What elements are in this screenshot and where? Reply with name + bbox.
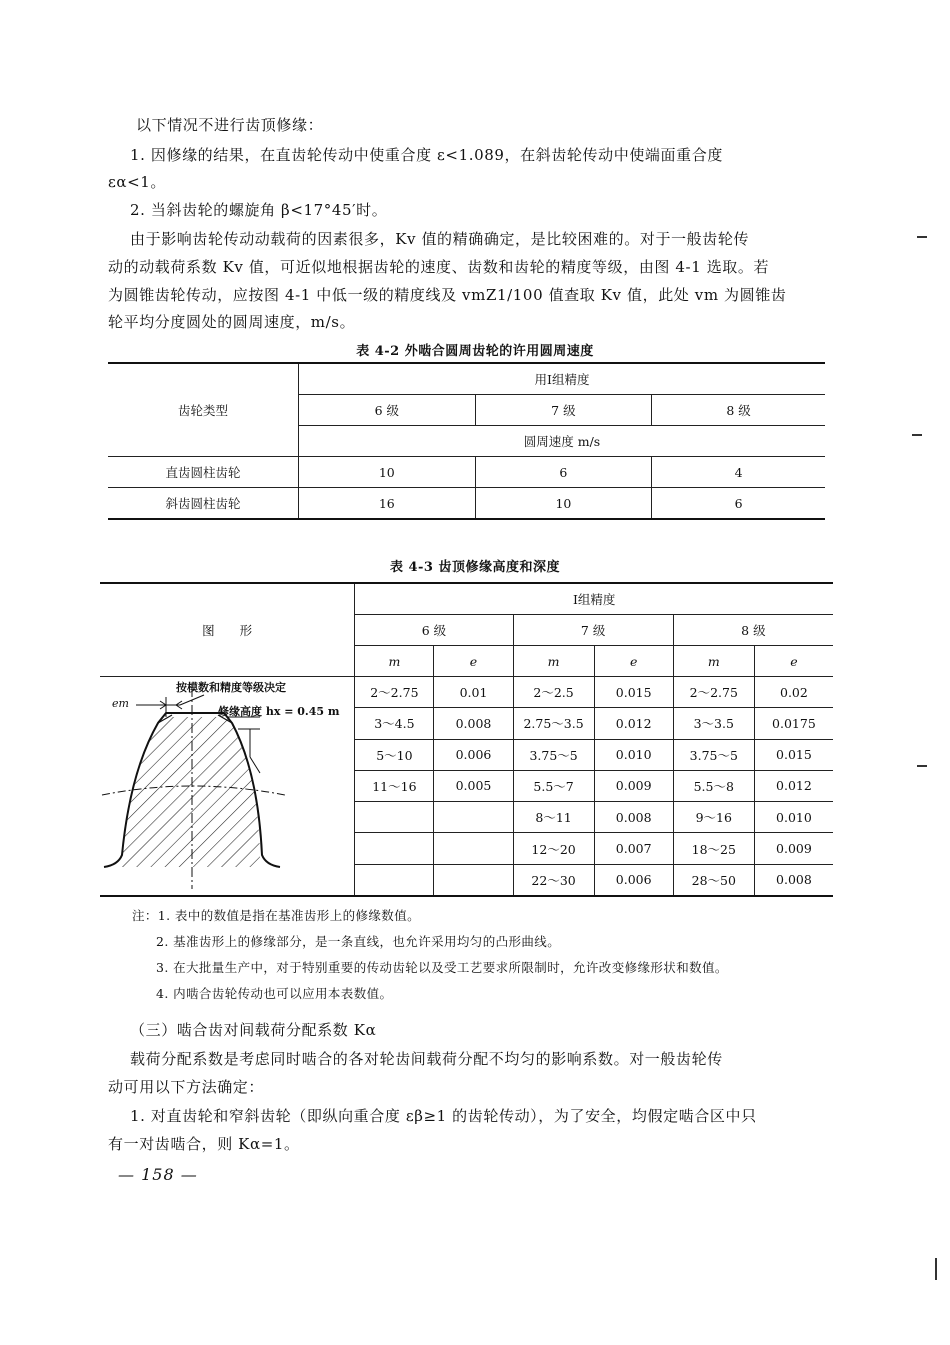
- table-cell: 0.006: [434, 739, 513, 770]
- table-cell: 8～11: [513, 802, 594, 833]
- table-cell: 0.01: [434, 677, 513, 708]
- scan-mark: [912, 434, 922, 436]
- para-item2: 2. 当斜齿轮的螺旋角 β<17°45′时。: [130, 201, 388, 219]
- table-cell: 0.007: [594, 833, 673, 864]
- section-para2-line2: 有一对齿啮合，则 Kα=1。: [108, 1135, 300, 1153]
- table-cell: [355, 864, 434, 896]
- table-cell: 2.75～3.5: [513, 708, 594, 739]
- note-3: 3. 在大批量生产中，对于特别重要的传动齿轮以及受工艺要求所限制时，允许改变修缘形状和数值。: [156, 960, 728, 975]
- table-cell: 0.010: [754, 802, 833, 833]
- leader-line-2: [250, 757, 260, 773]
- table-cell: 5.5～8: [673, 770, 754, 801]
- table-cell: 0.009: [594, 770, 673, 801]
- table-cell: 11～16: [355, 770, 434, 801]
- table-cell: 3.75～5: [513, 739, 594, 770]
- table-cell: 5.5～7: [513, 770, 594, 801]
- table-cell: 10: [299, 457, 476, 488]
- figure-label-em: em: [112, 697, 129, 710]
- table-4-2: [108, 362, 825, 520]
- col-e-7: e: [594, 646, 673, 677]
- figure-label-module: 按模数和精度等级决定: [176, 681, 286, 694]
- table-4-2-header-grade6: 6 级: [299, 395, 476, 426]
- note-4: 4. 内啮合齿轮传动也可以应用本表数值。: [156, 986, 393, 1001]
- table-row: [108, 488, 825, 520]
- para-item1-line1: 1. 因修缘的结果，在直齿轮传动中使重合度 ε<1.089，在斜齿轮传动中使端面重合度: [130, 146, 723, 164]
- figure-label-hx: 修缘高度 hx = 0.45 m: [218, 705, 340, 718]
- table-cell: 2～2.5: [513, 677, 594, 708]
- para-kv-line2: 动的动载荷系数 Kv 值，可近似地根据齿轮的速度、齿数和齿轮的精度等级，由图 4-1 选取。若: [108, 258, 770, 276]
- note-2: 2. 基准齿形上的修缘部分，是一条直线，也允许采用均匀的凸形曲线。: [156, 934, 561, 949]
- col-e-6: e: [434, 646, 513, 677]
- scan-mark: [917, 236, 927, 238]
- table-cell: 16: [299, 488, 476, 520]
- para-kv-line3: 为圆锥齿轮传动，应按图 4-1 中低一级的精度线及 vmZ1/100 值查取 Kv 值，此处 vm 为圆锥齿: [108, 286, 787, 304]
- table-4-3: [100, 582, 833, 897]
- table-cell: 0.010: [594, 739, 673, 770]
- table-cell: 28～50: [673, 864, 754, 896]
- table-cell: 3～3.5: [673, 708, 754, 739]
- table-4-3-header-grade7: 7 级: [513, 615, 673, 646]
- table-cell: 6: [652, 488, 825, 520]
- page-number: — 158 —: [118, 1165, 198, 1184]
- table-cell: 0.008: [754, 864, 833, 896]
- table-cell: 0.009: [754, 833, 833, 864]
- section-para2-line1: 1. 对直齿轮和窄斜齿轮（即纵向重合度 εβ≥1 的齿轮传动），为了安全，均假定啮合区中只: [130, 1107, 757, 1125]
- table-cell: 2～2.75: [355, 677, 434, 708]
- table-row: [108, 457, 825, 488]
- table-cell: 2～2.75: [673, 677, 754, 708]
- table-cell: 0.02: [754, 677, 833, 708]
- table-cell: 0.012: [594, 708, 673, 739]
- table-cell: 直齿圆柱齿轮: [108, 457, 299, 488]
- table-cell: [355, 833, 434, 864]
- para-kv-line4: 轮平均分度圆处的圆周速度，m/s。: [108, 313, 356, 331]
- table-cell: 10: [475, 488, 652, 520]
- scan-mark: [917, 765, 927, 767]
- table-cell: 4: [652, 457, 825, 488]
- table-4-3-header-figure: 图 形: [100, 583, 355, 677]
- table-cell: 0.015: [754, 739, 833, 770]
- para-kv-line1: 由于影响齿轮传动动载荷的因素很多，Kv 值的精确确定，是比较困难的。对于一般齿轮传: [130, 230, 750, 248]
- table-cell: 0.008: [594, 802, 673, 833]
- para-intro: 以下情况不进行齿顶修缘：: [136, 116, 324, 134]
- table-4-2-header-grade8: 8 级: [652, 395, 825, 426]
- table-cell: 5～10: [355, 739, 434, 770]
- col-m-6: m: [355, 646, 434, 677]
- table-row: [100, 677, 833, 708]
- table-cell: [434, 833, 513, 864]
- section-para1-line2: 动可用以下方法确定：: [108, 1078, 265, 1096]
- table-4-2-header-speed: 圆周速度 m/s: [299, 426, 826, 457]
- table-cell: 斜齿圆柱齿轮: [108, 488, 299, 520]
- table-cell: 0.008: [434, 708, 513, 739]
- scan-mark: [935, 1258, 937, 1280]
- note-1: 注：1. 表中的数值是指在基准齿形上的修缘数值。: [132, 908, 421, 923]
- table-cell: 0.005: [434, 770, 513, 801]
- table-cell: 22～30: [513, 864, 594, 896]
- table-4-3-header-grade8: 8 级: [673, 615, 833, 646]
- section-title: （三）啮合齿对间载荷分配系数 Kα: [130, 1021, 377, 1039]
- tooth-profile-figure-cell: [100, 677, 355, 897]
- table-4-2-caption: 表 4-2 外啮合圆周齿轮的许用圆周速度: [356, 344, 594, 359]
- table-4-2-header-grade7: 7 级: [475, 395, 652, 426]
- col-e-8: e: [754, 646, 833, 677]
- table-cell: [355, 802, 434, 833]
- table-cell: 6: [475, 457, 652, 488]
- col-m-8: m: [673, 646, 754, 677]
- table-4-3-caption: 表 4-3 齿顶修缘高度和深度: [389, 560, 561, 575]
- table-cell: 3.75～5: [673, 739, 754, 770]
- table-cell: 0.0175: [754, 708, 833, 739]
- table-cell: 0.012: [754, 770, 833, 801]
- table-cell: 12～20: [513, 833, 594, 864]
- table-cell: [434, 802, 513, 833]
- table-cell: 0.015: [594, 677, 673, 708]
- table-cell: [434, 864, 513, 896]
- table-cell: 18～25: [673, 833, 754, 864]
- section-para1-line1: 载荷分配系数是考虑同时啮合的各对轮齿间载荷分配不均匀的影响系数。对一般齿轮传: [130, 1050, 723, 1068]
- table-cell: 3～4.5: [355, 708, 434, 739]
- para-item1-line2: εα<1。: [108, 173, 167, 191]
- table-4-3-header-grade6: 6 级: [355, 615, 513, 646]
- col-m-7: m: [513, 646, 594, 677]
- table-4-3-header-group: Ⅰ组精度: [355, 583, 833, 615]
- table-4-2-header-type: 齿轮类型: [108, 363, 299, 457]
- table-cell: 0.006: [594, 864, 673, 896]
- table-cell: 9～16: [673, 802, 754, 833]
- table-4-2-header-group: 用Ⅰ组精度: [299, 363, 826, 395]
